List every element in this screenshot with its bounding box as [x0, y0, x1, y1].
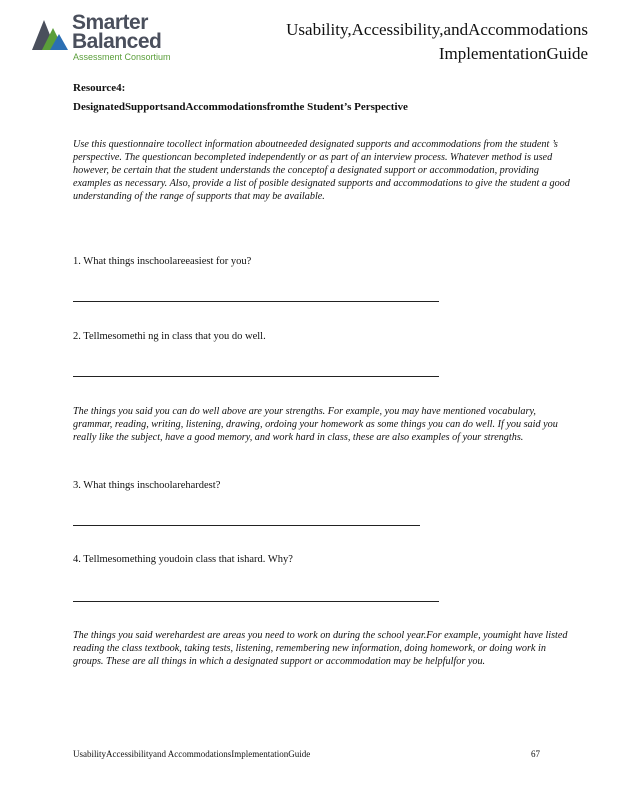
document-header [286, 18, 588, 66]
logo-triangles-icon [30, 14, 70, 54]
answer-line-1[interactable] [73, 301, 439, 302]
footer-text: UsabilityAccessibilityand AccommodationsImplementationGuide [73, 749, 311, 759]
answer-line-4[interactable] [73, 601, 439, 602]
hardest-paragraph: The things you said werehardest are areas you need to work on during the school year.For example, youmight have listed reading the class textbook, taking tests, listening, remembering new information, doing homework, or doing work in groups. These are all things in which a designated support or accommodation may be helpfulfor you. [73, 630, 568, 667]
logo-line-1: Smarter [72, 11, 148, 34]
page-number: 67 [531, 749, 540, 759]
question-3: 3. What things inschoolarehardest? [73, 480, 221, 491]
answer-line-3[interactable] [73, 525, 420, 526]
question-1: 1. What things inschoolareeasiest for you? [73, 256, 252, 267]
logo-line-3: Assessment Consortium [73, 52, 171, 62]
intro-paragraph: Use this questionnaire tocollect information aboutneeded designated supports and accommodations from the student ’s perspective. The questioncan becompleted independently or as part of an interview process. Whatever method is used however, be certain that the student understands the conceptof a designated support or accommodation, providing examples as necessary. Also, provide a list of posible designated supports and accommodations to give the student a good understanding of the range of supports that may be available. [73, 139, 570, 202]
resource-label: Resource4: [73, 82, 126, 94]
resource-title: DesignatedSupportsandAccommodationsfromthe Student’s Perspective [73, 101, 408, 113]
question-2: 2. Tellmesomethi ng in class that you do well. [73, 331, 266, 342]
logo-line-2: Balanced [72, 30, 162, 53]
answer-line-2[interactable] [73, 376, 439, 377]
strengths-paragraph: The things you said you can do well above are your strengths. For example, you may have mentioned vocabulary, grammar, reading, writing, listening, drawing, ordoing your homework as some things you can do well. If you said you really like the subject, have a good memory, and work hard in class, these are also examples of your strengths. [73, 406, 558, 443]
header-line-2: ImplementationGuide [438, 44, 588, 63]
smarter-balanced-logo [30, 12, 190, 64]
header-line-1: Usability,Accessibility,andAccommodations [286, 20, 588, 39]
question-4: 4. Tellmesomething youdoin class that ishard. Why? [73, 554, 293, 565]
